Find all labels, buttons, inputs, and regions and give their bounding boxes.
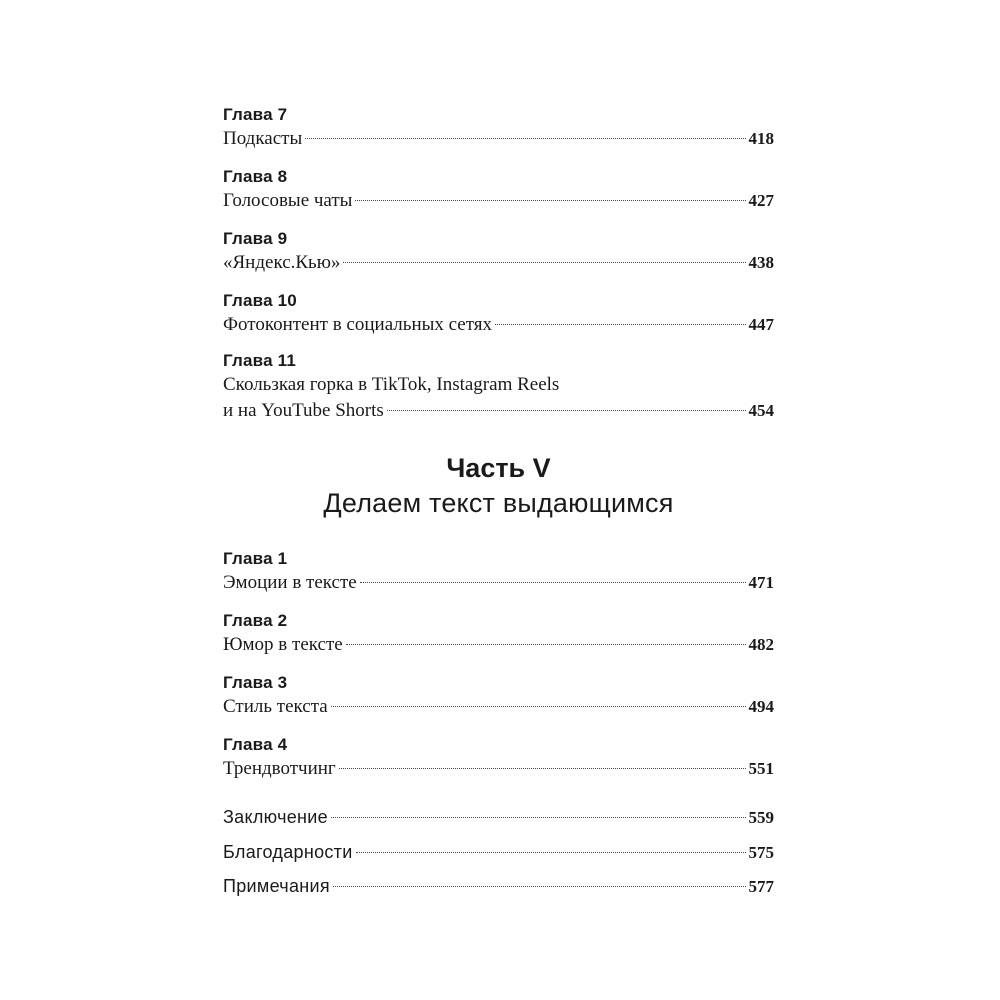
dot-leader bbox=[339, 768, 746, 769]
dot-leader bbox=[346, 644, 746, 645]
chapter-title: «Яндекс.Кью» bbox=[223, 252, 341, 273]
chapter-title: Голосовые чаты bbox=[223, 190, 353, 211]
chapter-label: Глава 11 bbox=[223, 351, 297, 370]
page-number: 577 bbox=[748, 877, 774, 896]
dot-leader bbox=[343, 262, 745, 263]
page-number: 427 bbox=[748, 191, 774, 210]
chapter-title: Фотоконтент в социальных сетях bbox=[223, 314, 493, 335]
chapter-label: Глава 10 bbox=[223, 291, 297, 310]
dot-leader bbox=[305, 138, 745, 139]
chapter-label: Глава 8 bbox=[223, 167, 288, 186]
part-title: Делаем текст выдающимся bbox=[323, 488, 674, 518]
chapter-title: Подкасты bbox=[223, 128, 303, 149]
dot-leader bbox=[356, 852, 746, 853]
chapter-title: и на YouTube Shorts bbox=[223, 400, 384, 421]
toc-entry-acknowledgements[interactable] bbox=[223, 839, 774, 865]
toc-entry-conclusion[interactable] bbox=[223, 804, 774, 830]
page-number: 559 bbox=[748, 808, 774, 827]
toc-entry[interactable] bbox=[223, 548, 774, 596]
toc-row bbox=[223, 126, 774, 152]
dot-leader bbox=[331, 706, 746, 707]
dot-leader bbox=[495, 324, 745, 325]
chapter-label: Глава 4 bbox=[223, 735, 288, 754]
toc-entry[interactable] bbox=[223, 734, 774, 782]
page-number: 438 bbox=[748, 253, 774, 272]
toc-entry[interactable] bbox=[223, 228, 774, 276]
toc-entry[interactable] bbox=[223, 104, 774, 152]
chapter-label: Глава 9 bbox=[223, 229, 288, 248]
page-number: 494 bbox=[748, 697, 774, 716]
dot-leader bbox=[331, 817, 746, 818]
table-of-contents bbox=[223, 0, 774, 1000]
toc-entry-notes[interactable] bbox=[223, 873, 774, 899]
toc-entry[interactable] bbox=[223, 610, 774, 658]
toc-entry[interactable] bbox=[223, 350, 774, 424]
toc-row bbox=[223, 839, 774, 865]
chapter-title: Эмоции в тексте bbox=[223, 572, 357, 593]
toc-row bbox=[223, 873, 774, 899]
page-number: 447 bbox=[748, 315, 774, 334]
part-heading: Часть V bbox=[446, 453, 551, 483]
toc-row bbox=[223, 632, 774, 658]
chapter-title: Трендвотчинг bbox=[223, 758, 336, 779]
chapter-label: Глава 3 bbox=[223, 673, 288, 692]
page-number: 454 bbox=[748, 401, 774, 420]
page-number: 482 bbox=[748, 635, 774, 654]
page-number: 575 bbox=[748, 843, 774, 862]
toc-entry[interactable] bbox=[223, 290, 774, 338]
section-title: Заключение bbox=[223, 807, 328, 827]
page-number: 471 bbox=[748, 573, 774, 592]
chapter-label: Глава 2 bbox=[223, 611, 288, 630]
chapter-label: Глава 1 bbox=[223, 549, 288, 568]
section-title: Благодарности bbox=[223, 842, 353, 862]
toc-row bbox=[223, 570, 774, 596]
toc-row bbox=[223, 312, 774, 338]
toc-row bbox=[223, 188, 774, 214]
dot-leader bbox=[387, 410, 746, 411]
page-number: 551 bbox=[748, 759, 774, 778]
chapter-title: Стиль текста bbox=[223, 696, 328, 717]
dot-leader bbox=[355, 200, 745, 201]
dot-leader bbox=[333, 886, 746, 887]
toc-row bbox=[223, 398, 774, 424]
toc-row bbox=[223, 756, 774, 782]
toc-row bbox=[223, 250, 774, 276]
chapter-label: Глава 7 bbox=[223, 105, 288, 124]
chapter-title: Юмор в тексте bbox=[223, 634, 343, 655]
toc-entry[interactable] bbox=[223, 166, 774, 214]
toc-row bbox=[223, 694, 774, 720]
toc-row bbox=[223, 804, 774, 830]
chapter-title-line: Скользкая горка в TikTok, Instagram Reels bbox=[223, 374, 560, 395]
dot-leader bbox=[360, 582, 746, 583]
page-number: 418 bbox=[748, 129, 774, 148]
section-title: Примечания bbox=[223, 876, 330, 896]
toc-entry[interactable] bbox=[223, 672, 774, 720]
